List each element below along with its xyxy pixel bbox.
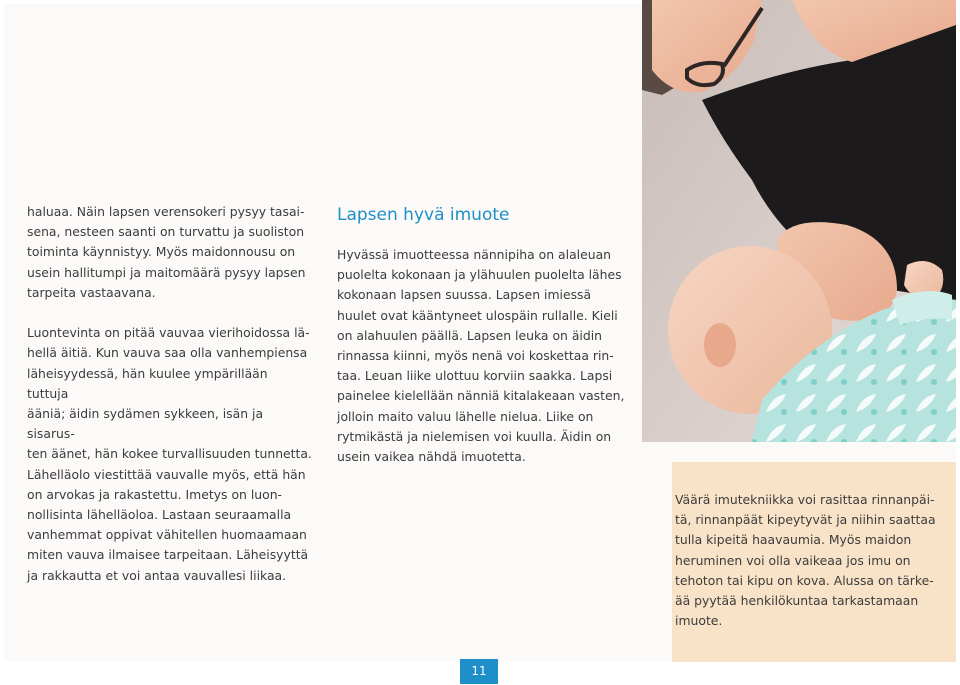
left-paragraph-2: Luontevinta on pitää vauvaa vierihoidossa lä- hellä äitiä. Kun vauva saa olla vanhempiensa läheisyydessä, hän kuulee ympärillään tuttuja ääniä; äidin sydämen sykkeen, isän ja sisarus- ten äänet, hän kokee turvallisuuden tunnetta. Lähelläolo viestittää vauvalle myös, että hän on arvokas ja rakastettu. Imetys on luon- nollisinta lähelläoloa. Lastaan seuraamalla vanhemmat oppivat vähitellen huomaamaan miten vauva ilmaisee tarpeitaan. Läheisyyttä ja rakkautta et voi antaa vauvallesi liikaa. — [27, 325, 312, 583]
warning-callout — [672, 462, 956, 662]
callout-text: Väärä imutekniikka voi rasittaa rinnanpäi- tä, rinnanpäät kipeytyvät ja niihin saattaa tulla kipeitä haavaumia. Myös maidon heruminen voi olla vaikeaa jos imu on tehoton tai kipu on kova. Alussa on tärke- ää pyytää henkilökuntaa tarkastamaan imuote. — [675, 492, 936, 629]
middle-text-column — [337, 204, 632, 467]
left-text-column — [27, 202, 312, 606]
page-number: 11 — [460, 659, 498, 684]
section-body: Hyvässä imuotteessa nännipiha on alaleuan puolelta kokonaan ja ylähuulen puolelta lähes kokonaan lapsen suussa. Lapsen imiessä huulet ovat kääntyneet ulospäin rullalle. Kieli on alahuulen päällä. Lapsen leuka on äidin rinnassa kiinni, myös nenä voi koskettaa rin- taa. Leuan liike ulottuu korviin saakka. Lapsi painelee kielellään nänniä kitalakeaan vasten, jolloin maito valuu lähelle nielua. Liike on rytmikästä ja nielemisen voi kuulla. Äidin on usein vaikea nähdä imuotetta. — [337, 247, 625, 465]
breastfeeding-illustration — [642, 0, 956, 442]
breastfeeding-photo — [642, 0, 956, 442]
left-paragraph-1: haluaa. Näin lapsen verensokeri pysyy tasai- sena, nesteen saanti on turvattu ja suoliston toiminta käynnistyy. Myös maidonnousu on usein hallitumpi ja maitomäärä pysyy lapsen tarpeita vastaavana. — [27, 204, 306, 300]
section-heading: Lapsen hyvä imuote — [337, 205, 510, 225]
